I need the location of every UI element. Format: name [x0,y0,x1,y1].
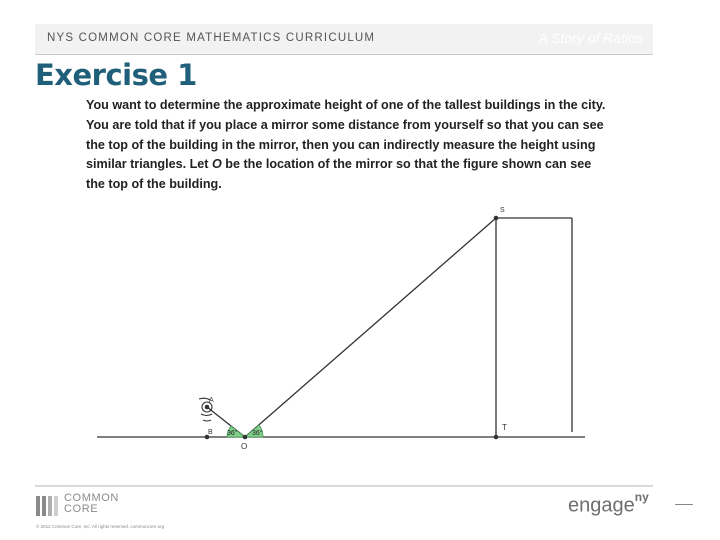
mirror-diagram [0,195,720,460]
point-a-label: A [209,397,214,404]
logo-line-2: CORE [64,503,99,515]
series-label: A Story of Ratios [538,30,643,46]
copyright-text: © 2012 Common Core, Inc. All rights reserved. commoncore.org [36,524,165,529]
engageny-logo [568,490,649,518]
brand-text: engage [568,494,635,517]
sight-line-to-top [245,218,496,437]
footer-divider [35,485,653,487]
point-t-dot [494,435,499,440]
common-core-logo-icon [36,496,58,516]
common-core-wordmark [64,493,119,515]
angle-left-label: 36° [227,430,238,437]
exercise-title: Exercise 1 [35,58,197,92]
logo-line-1: COMMON [64,492,119,504]
point-s-label: S [500,207,505,214]
point-t-label: T [502,423,507,432]
point-o-dot [243,435,248,440]
problem-text-part-2: be the location of the mirror so that the figure shown can see the top of the building. [86,157,592,192]
brand-superscript: ny [634,490,649,504]
point-a-dot [205,405,210,410]
problem-text-part-1: You want to determine the approximate height of one of the tallest buildings in the city. You are told that if you place a mirror some distance from yourself so that you can see the top of the building in the mirror, then you can indirectly measure the height using similar triangles. Let [86,98,606,172]
angle-right-label: 36° [252,430,263,437]
mirror-variable: O [211,157,222,172]
curriculum-label: NYS COMMON CORE MATHEMATICS CURRICULUM [47,32,376,44]
edge-dash [675,504,693,505]
point-o-label: O [241,442,248,451]
point-s-dot [494,216,499,221]
problem-text [86,96,606,195]
header-bar [35,24,653,55]
point-b-label: B [208,429,213,436]
